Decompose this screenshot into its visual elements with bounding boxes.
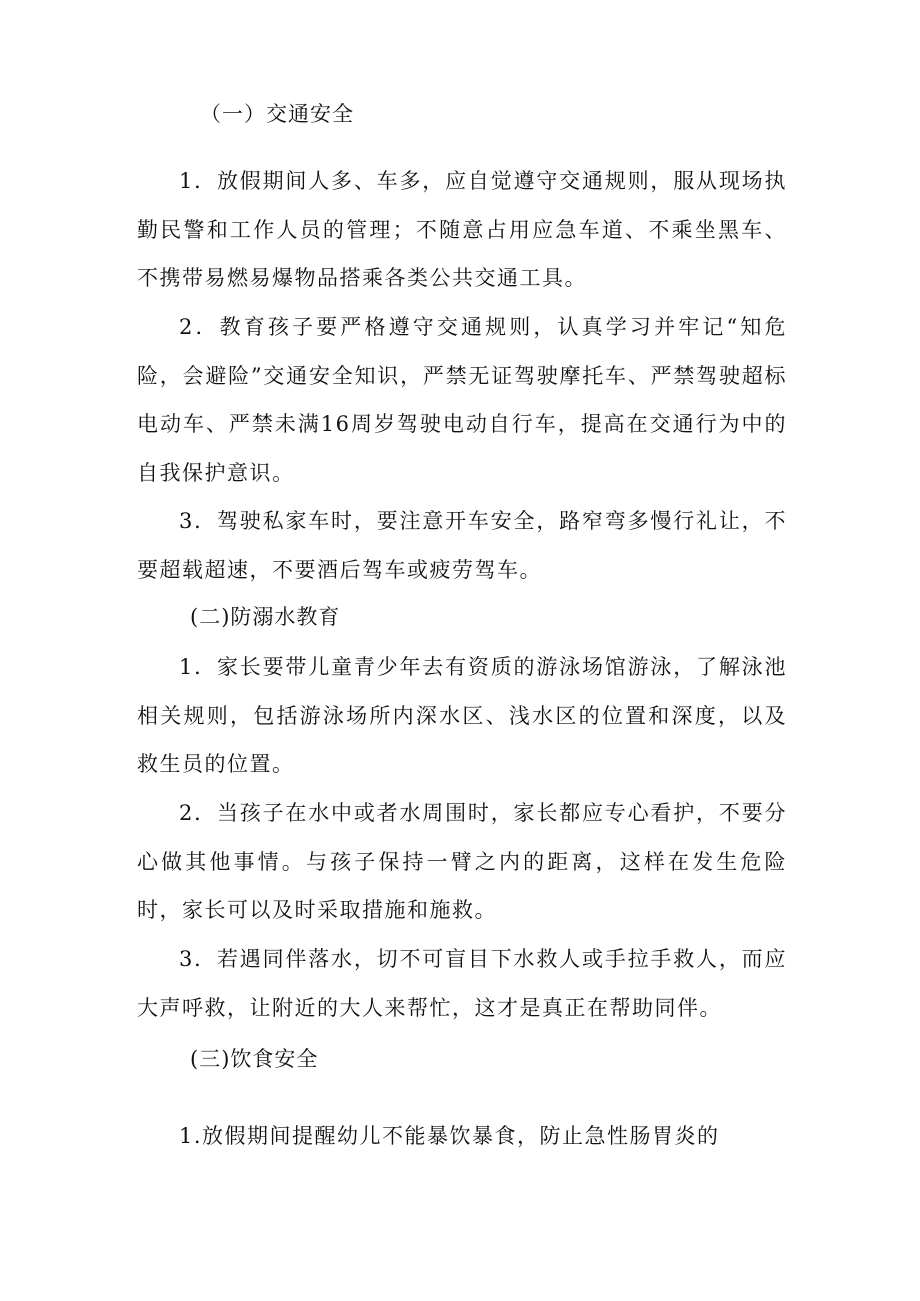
section-heading-drowning-prevention: (二)防溺水教育 [190,605,341,629]
section-heading-food-safety: (三)饮食安全 [190,1047,319,1071]
paragraph-drowning-3: 3．若遇同伴落水，切不可盲目下水救人或手拉手救人，而应大声呼救，让附近的大人来帮忙，这才是真正在帮助同伴。 [137,947,787,1020]
paragraph-food-1: 1.放假期间提醒幼儿不能暴饮暴食，防止急性肠胃炎的 [179,1124,720,1148]
paragraph-traffic-1: 1．放假期间人多、车多，应自觉遵守交通规则，服从现场执勤民警和工作人员的管理；不随意占用应急车道、不乘坐黑车、不携带易燃易爆物品搭乘各类公共交通工具。 [137,169,787,290]
paragraph-drowning-1: 1．家长要带儿童青少年去有资质的游泳场馆游泳，了解泳池相关规则，包括游泳场所内深水区、浅水区的位置和深度，以及救生员的位置。 [137,655,787,776]
paragraph-drowning-2: 2．当孩子在水中或者水周围时，家长都应专心看护，不要分心做其他事情。与孩子保持一臂之内的距离，这样在发生危险时，家长可以及时采取措施和施救。 [137,801,787,922]
paragraph-traffic-2: 2．教育孩子要严格遵守交通规则，认真学习并牢记“知危险，会避险”交通安全知识，严禁无证驾驶摩托车、严禁驾驶超标电动车、严禁未满16周岁驾驶电动自行车，提高在交通行为中的自我保护意识。 [137,315,787,485]
paragraph-traffic-3: 3．驾驶私家车时，要注意开车安全，路窄弯多慢行礼让，不要超载超速，不要酒后驾车或疲劳驾车。 [137,509,787,582]
section-heading-traffic-safety: （一）交通安全 [200,102,354,126]
